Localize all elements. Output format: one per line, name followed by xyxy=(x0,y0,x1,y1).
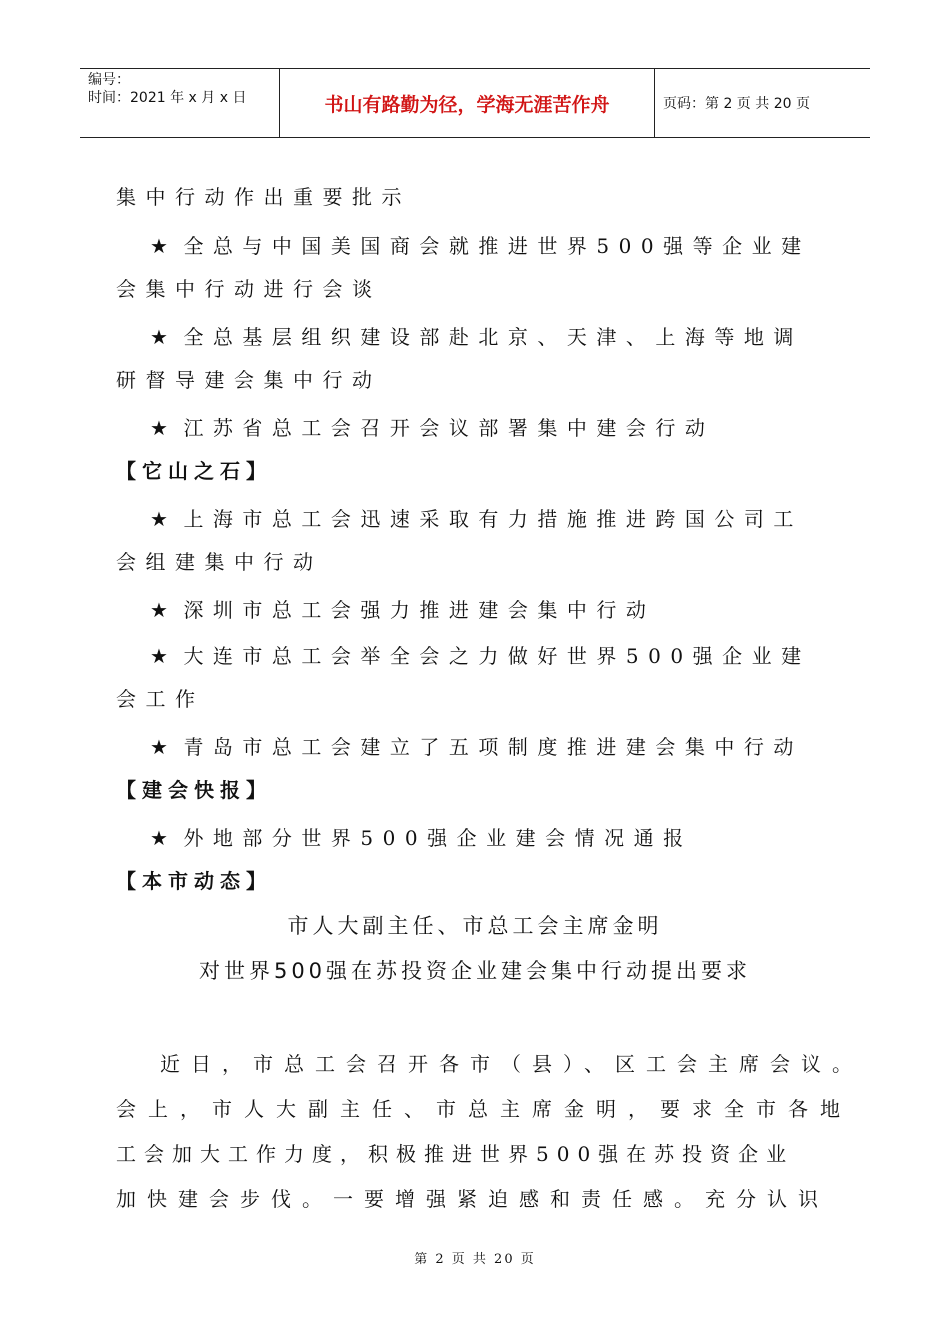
star-icon: ★ xyxy=(150,325,178,349)
contents-item: ★ 深圳市总工会强力推进建会集中行动 xyxy=(150,598,656,622)
paragraph-line: 加快建会步伐。一要增强紧迫感和责任感。充分认识 xyxy=(116,1187,829,1211)
section-heading: 【本市动态】 xyxy=(116,869,272,893)
paragraph-line: 工会加大工作力度，积极推进世界500强在苏投资企业 xyxy=(116,1142,795,1166)
section-heading: 【它山之石】 xyxy=(116,459,272,483)
contents-line: 会集中行动进行会谈 xyxy=(116,277,382,301)
contents-item: ★ 大连市总工会举全会之力做好世界500强企业建 xyxy=(150,644,811,668)
contents-line: 研督导建会集中行动 xyxy=(116,368,382,392)
time-label: 时间：2021 年 x 月 x 日 xyxy=(88,90,247,106)
header-meta xyxy=(80,69,280,137)
contents-item: ★ 外地部分世界500强企业建会情况通报 xyxy=(150,826,693,850)
paragraph-line: 会上，市人大副主任、市总主席金明，要求全市各地 xyxy=(116,1097,852,1121)
star-icon: ★ xyxy=(150,416,178,440)
star-icon: ★ xyxy=(150,234,178,258)
contents-line: 集中行动作出重要批示 xyxy=(116,185,411,209)
header-page-info: 页码：第 2 页 共 20 页 xyxy=(663,96,810,112)
contents-item: ★ 江苏省总工会召开会议部署集中建会行动 xyxy=(150,416,715,440)
contents-line: 会工作 xyxy=(116,687,205,711)
star-icon: ★ xyxy=(150,826,178,850)
star-icon: ★ xyxy=(150,735,178,759)
contents-item: ★ 全总基层组织建设部赴北京、天津、上海等地调 xyxy=(150,325,803,349)
article-title: 市人大副主任、市总工会主席金明 xyxy=(287,914,663,938)
page-footer: 第 2 页 共 20 页 xyxy=(414,1252,536,1267)
page-header xyxy=(80,68,870,138)
star-icon: ★ xyxy=(150,644,178,668)
number-label: 编号： xyxy=(88,72,130,88)
star-icon: ★ xyxy=(150,507,178,531)
star-icon: ★ xyxy=(150,598,178,622)
contents-line: 会组建集中行动 xyxy=(116,550,323,574)
contents-item: ★ 上海市总工会迅速采取有力措施推进跨国公司工 xyxy=(150,507,803,531)
header-motto: 书山有路勤为径，学海无涯苦作舟 xyxy=(280,69,655,137)
article-subtitle: 对世界500强在苏投资企业建会集中行动提出要求 xyxy=(198,959,752,983)
contents-item: ★ 青岛市总工会建立了五项制度推进建会集中行动 xyxy=(150,735,803,759)
contents-item: ★ 全总与中国美国商会就推进世界500强等企业建 xyxy=(150,234,811,258)
section-heading: 【建会快报】 xyxy=(116,778,272,802)
paragraph-line: 近日，市总工会召开各市（县）、区工会主席会议。 xyxy=(160,1052,863,1076)
